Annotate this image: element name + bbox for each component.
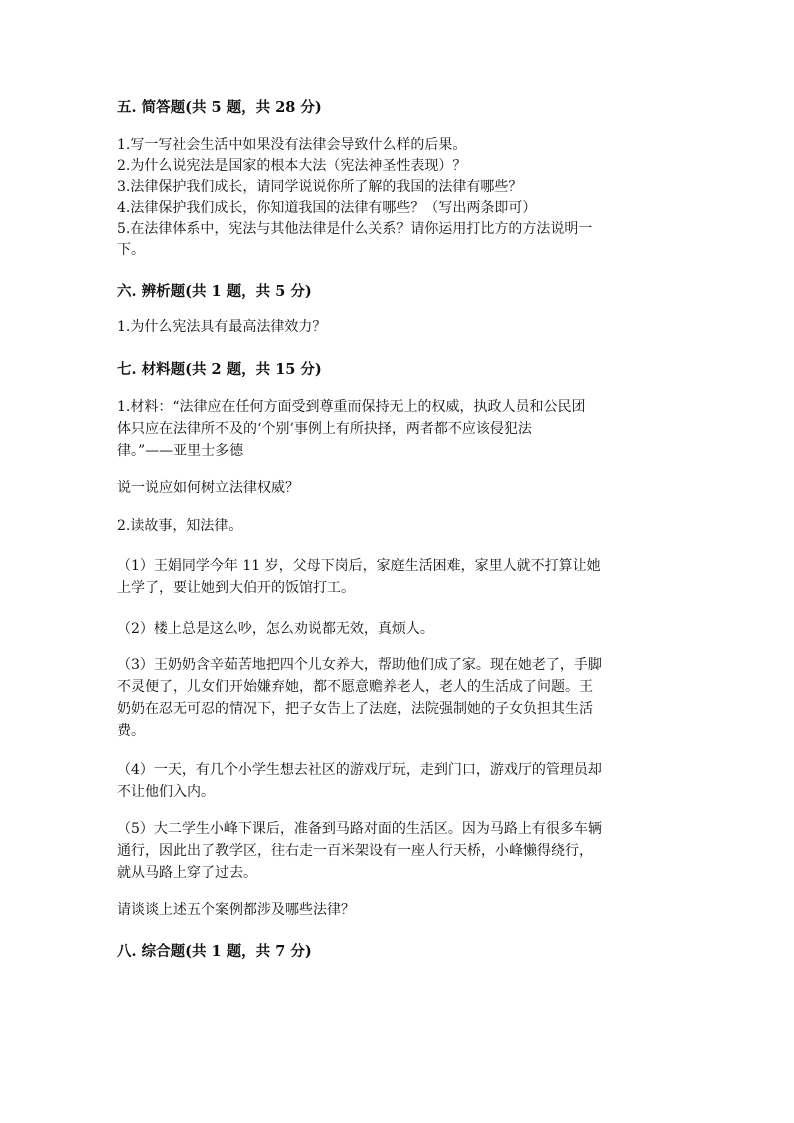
case-3 [117,654,667,742]
case-line: 费。 [117,723,145,739]
section-6-title: 六. 辨析题(共 1 题，共 5 分) [117,283,312,300]
question-5-3: 3.法律保护我们成长，请同学说说你所了解的我国的法律有哪些？ [117,179,523,195]
question-5-2: 2.为什么说宪法是国家的根本大法（宪法神圣性表现）？ [117,158,467,174]
section-8-title: 八. 综合题(共 1 题，共 7 分) [117,943,312,960]
case-line: 通行，因此出了教学区，往右走一百米架设有一座人行天桥，小峰懒得绕行， [117,843,593,859]
material-line: 体只应在法律所不及的‘个别’事例上有所抉择，两者都不应该侵犯法 [117,421,532,437]
case-2: （2）楼上总是这么吵，怎么劝说都无效，真烦人。 [117,621,434,637]
material-paragraph [117,396,667,462]
question-5-1: 1.写一写社会生活中如果没有法律会导致什么样的后果。 [117,137,467,153]
case-line: 就从马路上穿了过去。 [117,865,257,881]
case-line: 上学了，要让她到大伯开的饭馆打工。 [117,580,355,596]
question-5-4: 4.法律保护我们成长，你知道我国的法律有哪些？（写出两条即可） [117,200,537,216]
material-line: 律。”——亚里士多德 [117,443,244,459]
question-6-1: 1.为什么宪法具有最高法律效力？ [117,319,327,335]
question-7-2: 请谈谈上述五个案例都涉及哪些法律？ [117,902,355,918]
section-7-title: 七. 材料题(共 2 题，共 15 分) [117,361,322,378]
case-line: （4）一天，有几个小学生想去社区的游戏厅玩，走到门口，游戏厅的管理员却 [117,762,602,778]
section-5-title: 五. 简答题(共 5 题，共 28 分) [117,99,322,116]
case-line: 奶奶在忍无可忍的情况下，把子女告上了法庭，法院强制她的子女负担其生活 [117,701,593,717]
case-5 [117,818,667,884]
case-line: （3）王奶奶含辛茹苦地把四个儿女养大，帮助他们成了家。现在她老了，手脚 [117,657,602,673]
case-line: 不灵便了，儿女们开始嫌弃她，都不愿意赡养老人，老人的生活成了问题。王 [117,679,593,695]
question-7-1: 说一说应如何树立法律权威？ [117,480,299,496]
question-7-2-intro: 2.读故事，知法律。 [117,518,243,534]
case-line: （1）王娟同学今年 11 岁，父母下岗后，家庭生活困难，家里人就不打算让她 [117,558,601,574]
case-line: 不让他们入内。 [117,784,215,800]
case-line: （5）大二学生小峰下课后，准备到马路对面的生活区。因为马路上有很多车辆 [117,821,602,837]
case-4 [117,759,667,803]
material-line: 1.材料：“法律应在任何方面受到尊重而保持无上的权威，执政人员和公民团 [117,399,586,415]
question-5-5-cont: 下。 [117,242,145,258]
question-5-5: 5.在法律体系中，宪法与其他法律是什么关系？请你运用打比方的方法说明一 [117,221,593,237]
case-1 [117,555,667,599]
